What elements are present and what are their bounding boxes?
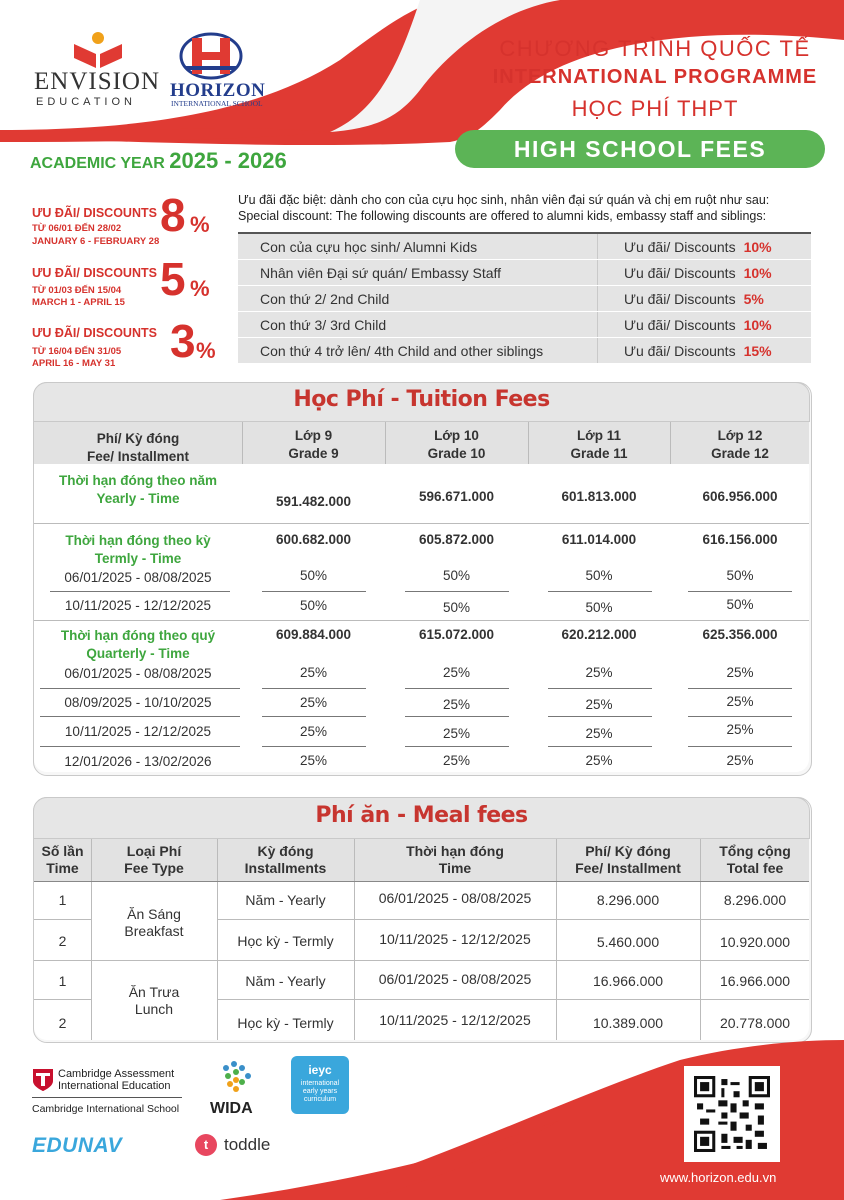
termly-period-1-pct: 50%: [726, 568, 754, 583]
header-line: Time: [438, 860, 472, 876]
underline: [688, 591, 792, 592]
meal-type-breakfast: [91, 906, 217, 940]
academic-year-value: 2025 - 2026: [169, 148, 287, 173]
meal-row-installment: Năm - Yearly: [245, 973, 326, 989]
special-row-pct: 10%: [743, 316, 772, 333]
header-line: Fee Type: [124, 860, 184, 876]
horizon-logo-icon: [178, 30, 244, 82]
cambridge-logo-text: [58, 1068, 174, 1092]
discount-percent-sign: %: [190, 212, 210, 237]
row-divider: [217, 919, 809, 920]
special-row-discount-label: Ưu đãi/ Discounts: [624, 290, 736, 307]
row-divider: [34, 999, 91, 1000]
quarterly-period-pct: 25%: [585, 753, 613, 768]
special-row: [238, 338, 811, 364]
header-line: Grade 9: [288, 446, 339, 461]
underline: [405, 591, 509, 592]
special-row-pct: 15%: [743, 342, 772, 359]
header-line: Lớp 10: [434, 428, 479, 443]
termly-period-1-pct: 50%: [299, 568, 328, 583]
meal-type-en: Breakfast: [124, 923, 184, 939]
underline: [262, 688, 366, 689]
meal-row-total: 16.966.000: [719, 973, 791, 989]
wida-text: WIDA: [210, 1100, 253, 1117]
meal-type-vi: Ăn Sáng: [127, 906, 181, 922]
meal-type-en: Lunch: [134, 1001, 174, 1017]
header-line: Grade 11: [570, 446, 628, 461]
quarterly-period-pct: 25%: [585, 726, 613, 741]
header-line: Phí/ Kỳ đóng: [96, 431, 180, 446]
quarterly-period-pct: 25%: [726, 665, 754, 680]
special-discount-intro: [238, 192, 828, 224]
discount-date-vi: TỪ 16/04 ĐẾN 31/05: [32, 346, 122, 357]
meal-row-time: 1: [58, 973, 67, 989]
underline: [405, 688, 509, 689]
yearly-fee-grade9: 591.482.000: [275, 494, 352, 509]
quarterly-period-2-date: 08/09/2025 - 10/10/2025: [64, 695, 212, 710]
special-row-discount-label: Ưu đãi/ Discounts: [624, 264, 736, 281]
yearly-fee-grade12: 606.956.000: [702, 489, 778, 504]
meal-row-total: 8.296.000: [723, 892, 787, 908]
special-intro-en: Special discount: The following discounts are offered to alumni kids, embassy staff and siblings:: [238, 209, 767, 223]
special-row-name: Con thứ 2/ 2nd Child: [238, 286, 598, 311]
discount-percent-sign: %: [190, 276, 210, 301]
quarterly-period-3-date: 10/11/2025 - 12/12/2025: [64, 724, 212, 739]
discount-label: ƯU ĐÃI/ DISCOUNTS: [32, 206, 157, 220]
meal-row-total: 10.920.000: [719, 934, 791, 950]
termly-period-2-pct: 50%: [299, 598, 328, 613]
horizon-logo-text: HORIZON: [170, 80, 266, 101]
quarterly-label: [34, 627, 242, 663]
programme-title-en: INTERNATIONAL PROGRAMME: [492, 66, 818, 88]
special-intro-vi: Ưu đãi đặc biệt: dành cho con của cựu học sinh, nhân viên đại sứ quán và chị em ruột như sau:: [238, 193, 770, 207]
quarterly-period-pct: 25%: [299, 695, 328, 710]
termly-period-2-date: 10/11/2025 - 12/12/2025: [64, 598, 212, 613]
yearly-label-vi: Thời hạn đóng theo năm: [58, 473, 218, 488]
ieyc-logo: [291, 1056, 349, 1114]
discount-date-en: MARCH 1 - APRIL 15: [32, 297, 125, 308]
special-row-name: Con của cựu học sinh/ Alumni Kids: [238, 234, 598, 259]
underline: [548, 688, 652, 689]
header-line: Số lần: [41, 843, 84, 859]
cambridge-school-text: Cambridge International School: [32, 1103, 180, 1115]
meal-row-installment: Năm - Yearly: [245, 892, 326, 908]
special-discount-table: [238, 232, 811, 364]
header-line: Time: [46, 860, 79, 876]
tuition-title: Học Phí - Tuition Fees: [293, 387, 550, 412]
quarterly-period-pct: 25%: [726, 694, 754, 709]
tuition-header-grade9: [242, 427, 385, 463]
underline: [262, 716, 366, 717]
termly-period-1-date: 06/01/2025 - 08/08/2025: [64, 570, 212, 585]
quarterly-period-pct: 25%: [726, 722, 754, 737]
academic-year-label: ACADEMIC YEAR: [30, 155, 165, 172]
qr-code-icon[interactable]: [694, 1076, 770, 1152]
underline: [262, 746, 366, 747]
underline: [688, 746, 792, 747]
header-line: Phí/ Kỳ đóng: [585, 843, 671, 859]
meal-header-total: [700, 843, 810, 877]
discount-percent-sign: %: [196, 338, 216, 363]
cambridge-shield-icon: [32, 1068, 54, 1092]
meal-row-time: 1: [58, 892, 67, 908]
termly-fee-grade12: 616.156.000: [702, 532, 778, 547]
underline: [405, 746, 509, 747]
high-school-fees-banner: HIGH SCHOOL FEES: [455, 130, 825, 168]
website-link[interactable]: www.horizon.edu.vn: [660, 1170, 777, 1185]
underline: [40, 688, 240, 689]
quarterly-fee-grade9: 609.884.000: [275, 627, 352, 642]
programme-title-vi: CHƯƠNG TRÌNH QUỐC TẾ: [499, 36, 811, 61]
special-row-discount-label: Ưu đãi/ Discounts: [624, 342, 736, 359]
meal-row-period: 06/01/2025 - 08/08/2025: [378, 890, 532, 906]
termly-period-2-pct: 50%: [585, 600, 613, 615]
underline: [548, 716, 652, 717]
special-row: [238, 312, 811, 338]
quarterly-period-pct: 25%: [299, 724, 328, 739]
discount-value: 8: [160, 189, 186, 241]
quarterly-period-pct: 25%: [442, 697, 471, 712]
meal-row-total: 20.778.000: [719, 1015, 791, 1031]
ieyc-text: ieyc: [308, 1063, 332, 1077]
special-row: [238, 234, 811, 260]
quarterly-period-pct: 25%: [442, 726, 471, 741]
special-row-pct: 10%: [743, 238, 772, 255]
discount-label: ƯU ĐÃI/ DISCOUNTS: [32, 326, 157, 340]
row-divider: [34, 881, 809, 882]
quarterly-period-pct: 25%: [299, 753, 328, 768]
special-row-name: Con thứ 3/ 3rd Child: [238, 312, 598, 337]
yearly-fee-grade11: 601.813.000: [561, 489, 637, 504]
meal-type-vi: Ăn Trưa: [128, 984, 180, 1000]
special-row-name: Con thứ 4 trở lên/ 4th Child and other siblings: [238, 338, 598, 363]
quarterly-period-pct: 25%: [585, 665, 613, 680]
discount-date-vi: TỪ 01/03 ĐẾN 15/04: [32, 285, 122, 296]
early-discount-1: [32, 189, 222, 252]
discount-date-vi: TỪ 06/01 ĐẾN 28/02: [32, 223, 122, 234]
meal-header-installments: [217, 843, 354, 877]
underline: [548, 591, 652, 592]
toddle-logo-icon: t: [195, 1134, 217, 1156]
meal-row-period: 10/11/2025 - 12/12/2025: [379, 1012, 531, 1028]
meal-row-period: 10/11/2025 - 12/12/2025: [379, 931, 531, 947]
envision-logo-subtext: EDUCATION: [36, 96, 136, 108]
row-divider: [34, 620, 809, 621]
header-line: Thời hạn đóng: [406, 843, 504, 859]
yearly-fee-grade10: 596.671.000: [418, 489, 495, 504]
early-discount-2: [32, 252, 222, 312]
quarterly-period-pct: 25%: [726, 753, 754, 768]
termly-label: [34, 532, 242, 568]
meal-header-type: [91, 843, 217, 877]
header-line: Lớp 9: [294, 428, 333, 443]
quarterly-fee-grade12: 625.356.000: [702, 627, 778, 642]
row-divider: [217, 999, 809, 1000]
quarterly-label-en: Quarterly - Time: [86, 646, 190, 661]
tuition-header-grade11: [528, 427, 670, 463]
meal-row-fee: 8.296.000: [596, 892, 660, 908]
row-divider: [34, 919, 91, 920]
header-line: Grade 10: [427, 446, 486, 461]
divider: [32, 1097, 182, 1098]
underline: [262, 591, 366, 592]
cambridge-line: International Education: [58, 1080, 171, 1092]
ieyc-subtext: international early years curriculum: [300, 1080, 340, 1103]
header-line: Lớp 12: [717, 428, 763, 443]
cambridge-line: Cambridge Assessment: [58, 1068, 175, 1080]
tuition-header-fee: [34, 430, 242, 466]
special-row-pct: 10%: [743, 264, 772, 281]
envision-logo-icon: [72, 30, 124, 70]
discount-value: 3: [170, 315, 196, 367]
envision-logo-text: ENVISION: [34, 68, 161, 95]
underline: [548, 746, 652, 747]
header-line: Lớp 11: [576, 428, 622, 443]
termly-label-en: Termly - Time: [94, 551, 182, 566]
meal-row-installment: Học kỳ - Termly: [237, 1015, 334, 1031]
underline: [40, 746, 240, 747]
special-row-pct: 5%: [743, 290, 764, 307]
wida-logo-icon: [218, 1058, 256, 1096]
underline: [688, 716, 792, 717]
underline: [405, 716, 509, 717]
header-line: Grade 12: [711, 446, 769, 461]
meal-header-fee: [556, 843, 700, 877]
discount-date-en: APRIL 16 - MAY 31: [32, 358, 116, 369]
meal-header-time: [34, 843, 91, 877]
quarterly-fee-grade10: 615.072.000: [418, 627, 495, 642]
quarterly-label-vi: Thời hạn đóng theo quý: [60, 628, 216, 643]
row-divider: [34, 523, 809, 524]
quarterly-fee-grade11: 620.212.000: [561, 627, 637, 642]
special-row: [238, 286, 811, 312]
header-line: Kỳ đóng: [257, 843, 314, 859]
yearly-label: [34, 472, 242, 508]
termly-period-2-pct: 50%: [726, 597, 754, 612]
edunav-logo-text: EDUNAV: [32, 1134, 123, 1157]
early-discount-3: [32, 312, 222, 372]
header-line: Fee/ Installment: [575, 860, 681, 876]
discount-date-en: JANUARY 6 - FEBRUARY 28: [32, 236, 160, 247]
header-line: Fee/ Installment: [86, 449, 190, 464]
meal-row-installment: Học kỳ - Termly: [237, 933, 334, 949]
meal-title: Phí ăn - Meal fees: [315, 803, 528, 828]
underline: [50, 591, 230, 592]
horizon-logo-subtext: INTERNATIONAL SCHOOL: [171, 99, 263, 108]
quarterly-period-pct: 25%: [442, 665, 471, 680]
termly-period-1-pct: 50%: [442, 568, 471, 583]
header-line: Loại Phí: [126, 843, 182, 859]
quarterly-period-pct: 25%: [442, 753, 471, 768]
discount-label: ƯU ĐÃI/ DISCOUNTS: [32, 266, 157, 280]
quarterly-period-pct: 25%: [585, 697, 613, 712]
discount-value: 5: [160, 253, 186, 305]
meal-row-fee: 10.389.000: [592, 1015, 664, 1031]
academic-year: [30, 148, 287, 174]
special-row-discount-label: Ưu đãi/ Discounts: [624, 316, 736, 333]
yearly-label-en: Yearly - Time: [96, 491, 180, 506]
tuition-header-grade12: [670, 427, 810, 463]
toddle-text: toddle: [224, 1135, 271, 1154]
special-row: [238, 260, 811, 286]
special-row-discount-label: Ưu đãi/ Discounts: [624, 238, 736, 255]
termly-label-vi: Thời hạn đóng theo kỳ: [65, 533, 211, 548]
meal-row-period: 06/01/2025 - 08/08/2025: [378, 971, 532, 987]
special-row-name: Nhân viên Đại sứ quán/ Embassy Staff: [238, 260, 598, 285]
header-line: Installments: [244, 860, 327, 876]
header-line: Tổng cộng: [719, 843, 791, 859]
underline: [40, 716, 240, 717]
quarterly-period-1-date: 06/01/2025 - 08/08/2025: [64, 666, 212, 681]
termly-fee-grade10: 605.872.000: [418, 532, 495, 547]
termly-fee-grade9: 600.682.000: [275, 532, 352, 547]
tuition-header-grade10: [385, 427, 528, 463]
quarterly-period-pct: 25%: [299, 665, 328, 680]
fees-subtitle-vi: HỌC PHÍ THPT: [571, 96, 739, 121]
meal-row-fee: 16.966.000: [592, 973, 664, 989]
meal-header-period: [354, 843, 556, 877]
quarterly-period-4-date: 12/01/2026 - 13/02/2026: [64, 754, 212, 769]
header-line: Total fee: [726, 860, 784, 876]
termly-fee-grade11: 611.014.000: [561, 532, 637, 547]
meal-row-time: 2: [58, 933, 67, 949]
meal-row-fee: 5.460.000: [596, 934, 660, 950]
meal-type-lunch: [91, 984, 217, 1018]
row-divider: [34, 960, 809, 961]
meal-row-time: 2: [58, 1015, 67, 1031]
underline: [688, 688, 792, 689]
termly-period-2-pct: 50%: [442, 600, 471, 615]
termly-period-1-pct: 50%: [585, 568, 613, 583]
